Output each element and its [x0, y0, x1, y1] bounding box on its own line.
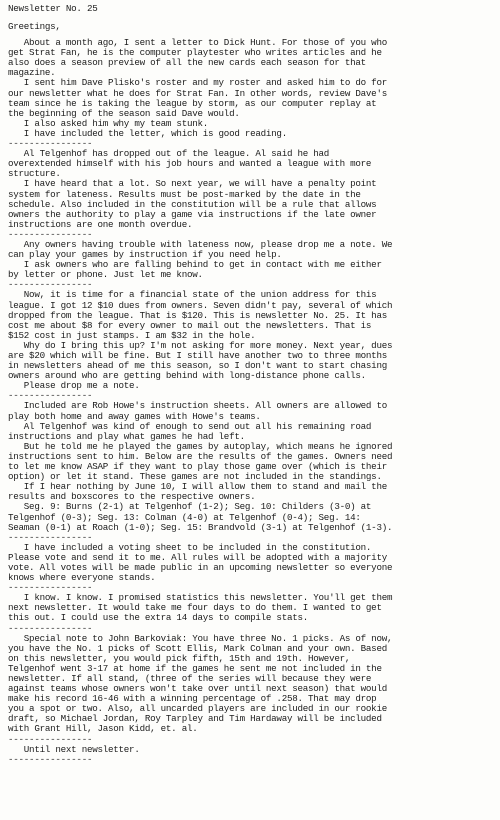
text-line: overextended himself with his job hours and wanted a league with more — [8, 158, 372, 170]
text-line: structure. — [8, 168, 61, 180]
text-line: $152 cost in just stamps. I am $32 in the hole. — [8, 329, 256, 341]
section-separator: ---------------- — [8, 622, 93, 634]
text-line: draft, so Michael Jordan, Roy Tarpley and Tim Hardaway will be included — [8, 713, 382, 725]
text-line: Please vote and send it to me. All rules will be adopted with a majority — [8, 551, 387, 563]
section-separator: ---------------- — [8, 733, 93, 745]
paragraph-block — [8, 593, 494, 623]
text-line: the beginning of the season said Dave would. — [8, 107, 240, 119]
paragraph-block — [8, 240, 494, 280]
newsletter-body — [8, 38, 494, 765]
text-line: to let me know ASAP if they want to play those game over (which is their — [8, 461, 387, 473]
section-separator: ---------------- — [8, 138, 93, 150]
text-line: Al Telgenhof has dropped out of the league. Al said he had — [8, 148, 330, 160]
text-line: I also asked him why my team stunk. — [8, 117, 209, 129]
text-line: our newsletter what he does for Strat Fan. In other words, review Dave's — [8, 87, 387, 99]
text-line: Any owners having trouble with lateness now, please drop me a note. We — [8, 238, 393, 250]
text-line: owners around who are getting behind with long-distance phone calls. — [8, 370, 366, 382]
text-line: Telgenhof went 3-17 at home if the games he sent me not included in the — [8, 662, 382, 674]
paragraph-block — [8, 149, 494, 230]
text-line: in newsletters ahead of me this season, so I don't want to start chasing — [8, 360, 387, 372]
text-line: cost me about $8 for every owner to mail out the newsletters. That is — [8, 319, 372, 331]
text-line: play both home and away games with Howe's teams. — [8, 410, 261, 422]
section-separator: ---------------- — [8, 753, 93, 765]
section-separator: ---------------- — [8, 531, 93, 543]
text-line: can play your games by instruction if you need help. — [8, 249, 282, 261]
paragraph-block — [8, 401, 494, 532]
text-line: make his record 16-46 with a winning percentage of .258. That may drop — [8, 693, 377, 705]
text-line: I ask owners who are falling behind to get in contact with me either — [8, 259, 382, 271]
text-line: next newsletter. It would take me four days to do them. I wanted to get — [8, 602, 382, 614]
text-line: this out. I could use the extra 14 days to compile stats. — [8, 612, 309, 624]
text-line: instructions sent to him. Below are the results of the games. Owners need — [8, 450, 393, 462]
section-separator: ---------------- — [8, 279, 93, 291]
section-separator: ---------------- — [8, 228, 93, 240]
text-line: I have included the letter, which is good reading. — [8, 127, 287, 139]
text-line: option) or let it stand. These games are not included in the standings. — [8, 471, 382, 483]
text-line: Now, it is time for a financial state of the union address for this — [8, 289, 377, 301]
text-line: Seaman (0-1) at Roach (1-0); Seg. 15: Brandvold (3-1) at Telgenhof (1-3). — [8, 521, 393, 533]
text-line: If I hear nothing by June 10, I will allow them to stand and mail the — [8, 481, 387, 493]
closing-line: Until next newsletter. — [8, 743, 140, 755]
text-line: I have included a voting sheet to be included in the constitution. — [8, 541, 372, 553]
greeting: Greetings, — [8, 21, 61, 32]
text-line: by letter or phone. Just let me know. — [8, 269, 203, 281]
text-line: you have the No. 1 picks of Scott Ellis, Mark Colman and your own. Based — [8, 642, 387, 654]
text-line: But he told me he played the games by autoplay, which means he ignored — [8, 440, 393, 452]
text-line: owners the authority to play a game via instructions if the late owner — [8, 208, 377, 220]
text-line: dropped from the league. That is $120. This is newsletter No. 25. It has — [8, 309, 387, 321]
text-line: with Grant Hill, Jason Kidd, et. al. — [8, 723, 198, 735]
text-line: schedule. Also included in the constitution will be a rule that allows — [8, 198, 377, 210]
text-line: system for lateness. Results must be post-marked by the date in the — [8, 188, 361, 200]
text-line: Telgenhof (0-3); Seg. 13: Colman (4-0) at Telgenhof (0-4); Seg. 14: — [8, 511, 361, 523]
paragraph-block — [8, 543, 494, 583]
paragraph-block — [8, 38, 494, 139]
text-line: knows where everyone stands. — [8, 572, 156, 584]
text-line: league. I got 12 $10 dues from owners. Seven didn't pay, several of which — [8, 299, 393, 311]
text-line: instructions are one month overdue. — [8, 218, 193, 230]
text-line: vote. All votes will be made public in an upcoming newsletter so everyone — [8, 561, 393, 573]
text-line: Please drop me a note. — [8, 380, 140, 392]
text-line: against teams whose owners won't take over until next season) that would — [8, 683, 387, 695]
paragraph-block — [8, 290, 494, 391]
text-line: Why do I bring this up? I'm not asking for more money. Next year, dues — [8, 339, 393, 351]
text-line: results and boxscores to the respective owners. — [8, 491, 256, 503]
text-line: on this newsletter, you would pick fifth, 15th and 19th. However, — [8, 652, 351, 664]
text-line: Seg. 9: Burns (2-1) at Telgenhof (1-2); Seg. 10: Childers (3-0) at — [8, 501, 372, 513]
text-line: Al Telgenhof was kind of enough to send out all his remaining road — [8, 420, 372, 432]
section-separator: ---------------- — [8, 390, 93, 402]
text-line: get Strat Fan, he is the computer playtester who writes articles and he — [8, 47, 382, 59]
text-line: I sent him Dave Plisko's roster and my roster and asked him to do for — [8, 77, 387, 89]
text-line: I know. I know. I promised statistics this newsletter. You'll get them — [8, 592, 393, 604]
newsletter-title: Newsletter No. 25 — [8, 3, 98, 14]
text-line: Special note to John Barkoviak: You have three No. 1 picks. As of now, — [8, 632, 393, 644]
text-line: About a month ago, I sent a letter to Dick Hunt. For those of you who — [8, 37, 387, 49]
text-line: instructions and play what games he had left. — [8, 430, 245, 442]
text-line: also does a season preview of all the new cards each season for that — [8, 57, 366, 69]
section-separator: ---------------- — [8, 582, 93, 594]
text-line: newsletter. If all stand, (three of the series will because they were — [8, 673, 372, 684]
text-line: you a spot or two. Also, all uncarded players are included in our rookie — [8, 703, 387, 715]
paragraph-block — [8, 634, 494, 735]
text-line: I have heard that a lot. So next year, we will have a penalty point — [8, 178, 377, 190]
text-line: magazine. — [8, 67, 56, 79]
text-line: Included are Rob Howe's instruction sheets. All owners are allowed to — [8, 400, 387, 412]
text-line: team since he is taking the league by storm, as our computer replay at — [8, 97, 377, 109]
text-line: are $20 which will be fine. But I still have another two to three months — [8, 350, 387, 361]
